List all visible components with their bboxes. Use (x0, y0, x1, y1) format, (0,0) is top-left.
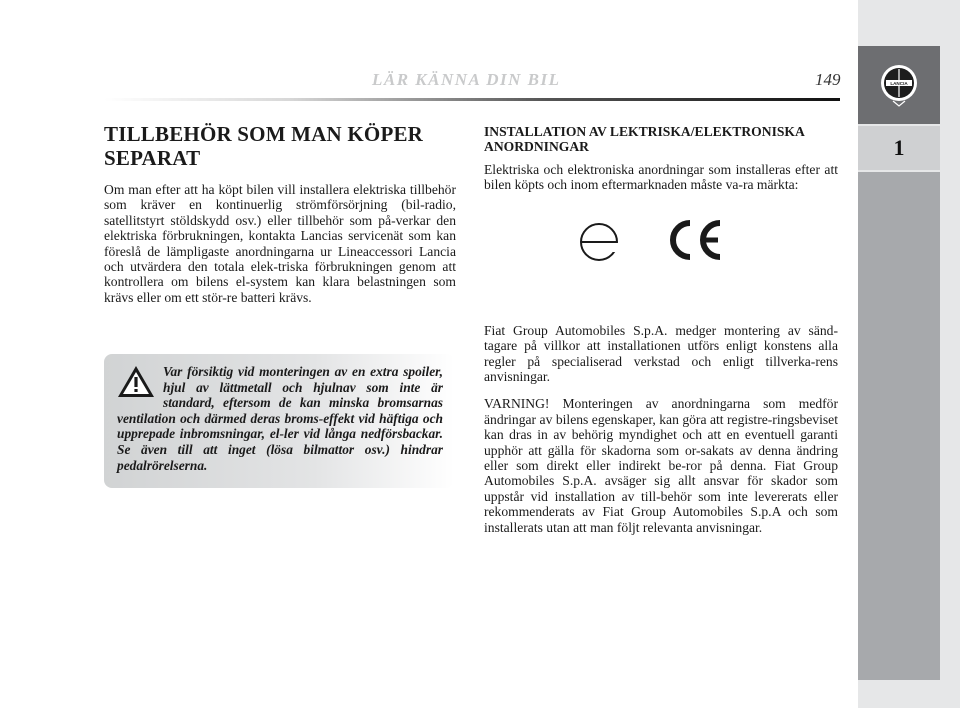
warning-box (104, 354, 454, 488)
chapter-tab[interactable] (858, 126, 940, 170)
chapter-sidebar (858, 0, 960, 708)
approval-marks (484, 211, 838, 297)
logo-tab (858, 46, 940, 124)
accessories-paragraph: Om man efter att ha köpt bilen vill installera elektriska tillbehör som kräver en kontinuerlig strömförsörjning (bil-radio, satellitstyrt stöldskydd osv.) eller tillbehör som på-verkar den elektriska förbrukningen, kontakta Lancias servicenät som kan föreslå de lämpligaste anordningarna ur Lineaccessori Lancia och utvärdera den totala elek-triska förbrukningen genom att kontrollera om bilens el-system kan klara belastningen som krävs eller om ett stör-re batteri krävs. (104, 182, 456, 305)
warning-paragraph: VARNING! Monteringen av anordningarna som medför ändringar av bilens egenskaper, kan göra att registre-ringsbeviset kan dras in av behörig myndighet och att en eventuell garanti upphör att gälla för skadorna som or-sakats av denna ändring eller som direkt eller indirekt be-ror på denna. Fiat Group Automobiles S.p.A. avsäger sig allt ansvar för skador som uppstår vid installation av till-behör som inte levererats eller rekommenderats av Fiat Group Automobiles S.p.A och som installerats utan att man följt relevanta anvisningar. (484, 396, 838, 535)
sidebar-strip (858, 172, 940, 680)
svg-text:LANCIA: LANCIA (890, 81, 908, 87)
section-title-line1: TILLBEHÖR SOM MAN KÖPER (104, 122, 424, 146)
transmitter-paragraph: Fiat Group Automobiles S.p.A. medger montering av sänd-tagare på villkor att installationen utförs enligt konstens alla regler på specialiserad verkstad och enligt tillverka-rens anvisningar. (484, 322, 838, 385)
ce-mark-icon (662, 217, 724, 263)
header-rule (104, 98, 840, 101)
installation-heading-line1: INSTALLATION AV LEKTRISKA/ELEKTRONISKA (484, 124, 805, 139)
running-header: LÄR KÄNNA DIN BIL (372, 70, 561, 89)
page-number: 149 (815, 70, 841, 89)
section-title (104, 122, 456, 170)
installation-heading (484, 124, 838, 154)
e-mark-icon (578, 221, 620, 263)
right-column (484, 124, 838, 547)
installation-heading-line2: ANORDNINGAR (484, 139, 589, 154)
installation-intro: Elektriska och elektroniska anordningar som installeras efter att bilen köpts och inom eftermarknaden måste va-ra märkta: (484, 162, 838, 193)
warning-text: Var försiktig vid monteringen av en extra spoiler, hjul av lättmetall och hjulnav som inte är standard, eftersom de kan minska bromsarnas ventilation och därmed deras broms-effekt vid häftiga och upprepade inbromsningar, el-ler vid långa nedförsbackar. Se även till att inget (lösa bilmattor osv.) hindrar pedalrörelserna. (117, 364, 443, 473)
left-column (104, 122, 456, 305)
lancia-shield-icon (879, 63, 919, 107)
chapter-number: 1 (893, 135, 905, 160)
warning-text-block (117, 364, 443, 473)
section-title-line2: SEPARAT (104, 146, 201, 170)
